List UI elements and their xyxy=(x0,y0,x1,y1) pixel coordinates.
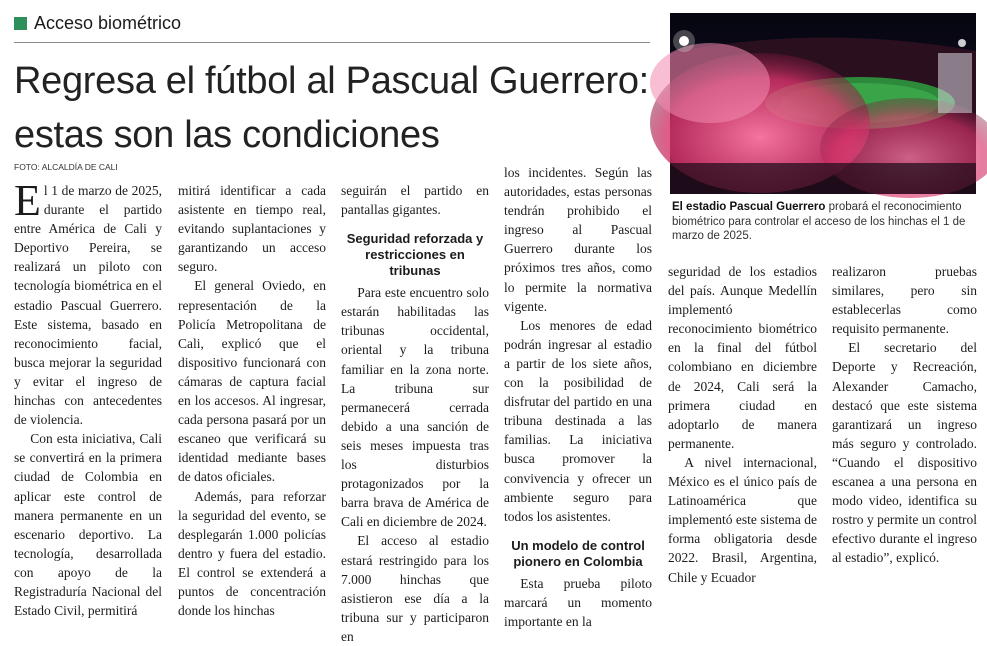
caption-lead: El estadio Pascual Guerrero xyxy=(672,201,826,213)
paragraph: seguirán el partido en pantallas gigantes. xyxy=(341,183,489,218)
article-column-1 xyxy=(14,176,162,619)
paragraph xyxy=(14,176,162,429)
kicker-square-icon xyxy=(14,17,27,30)
drop-cap: E xyxy=(14,176,41,225)
article-column-4 xyxy=(504,163,652,629)
subheading-model: Un modelo de control pionero en Colombia xyxy=(511,537,645,569)
paragraph: A nivel internacional, México es el único país de Latinoamérica que implementó este sistema de forma obligatoria desde 2022. Brasil, Argentina, Chile y Ecuador xyxy=(668,454,817,585)
subheading-security: Seguridad reforzada y restricciones en tribunas xyxy=(346,231,484,279)
photo-caption xyxy=(672,200,978,244)
article-column-3 xyxy=(341,181,489,644)
stadium-photo-icon xyxy=(670,13,976,194)
paragraph: El secretario del Deporte y Recreación, Alexander Camacho, destacó que este sistema garantizará un ingreso más seguro y controlado. “Cuando el dispositivo escanea a una persona en modo video, identifica su rostro y permite un control efectivo durante el ingreso al estadio”, explicó. xyxy=(832,340,977,566)
photo-credit: FOTO: ALCALDÍA DE CALI xyxy=(14,162,118,172)
paragraph: Además, para reforzar la seguridad del evento, se desplegarán 1.000 policías dentro y fuera del estadio. El control se extenderá a puntos de concentración donde los hinchas xyxy=(178,488,326,619)
paragraph: Esta prueba piloto marcará un momento importante en la xyxy=(504,575,652,629)
article-column-5 xyxy=(668,262,817,585)
paragraph: Para este encuentro solo estarán habilitadas las tribunas occidental, oriental y la tribuna familiar en la zona norte. La tribuna sur permanecerá cerrada debido a una sanción de seis meses impuesta tras los disturbios protagonizados por la barra brava de América de Cali en diciembre de 2024. xyxy=(341,285,489,530)
paragraph: Con esta iniciativa, Cali se convertirá en la primera ciudad de Colombia en aplicar este control de manera permanente en un escenario deportivo. La tecnología, desarrollada con apoyo de la Registraduría Nacional del Estado Civil, permitirá xyxy=(14,431,162,619)
kicker-label: Acceso biométrico xyxy=(34,12,182,33)
paragraph: los incidentes. Según las autoridades, estas personas tendrán prohibido el ingreso al Pascual Guerrero durante los próximos tres años, como lo permite la normativa vigente. xyxy=(504,165,652,314)
header-divider xyxy=(14,42,650,43)
article-column-2 xyxy=(178,181,326,619)
paragraph-text: l 1 de marzo de 2025, durante el partido entre América de Cali y Deportivo Pereira, se realizará un piloto con tecnología biométrica en el estadio Pascual Guerrero. Este sistema, basado en reconocimiento facial, busca mejorar la seguridad y evitar el ingreso de hinchas con antecedentes de violencia. xyxy=(14,183,162,428)
caption-text: probará el reconocimiento biométrico para controlar el acceso de los hinchas el 1 de marzo de 2025. xyxy=(672,201,966,242)
paragraph: El general Oviedo, en representación de la Policía Metropolitana de Cali, explicó que el dispositivo funcionará con cámaras de captura facial en los accesos. Al ingresar, cada persona pasará por un escaneo que verificará su identidad mediante bases de datos oficiales. xyxy=(178,278,326,485)
paragraph: Los menores de edad podrán ingresar al estadio a partir de los siete años, con la posibilidad de disfrutar del partido en una tribuna destinada a las familias. La iniciativa busca promover la convivencia y ofrecer un ambiente seguro para todos los asistentes. xyxy=(504,317,652,524)
stadium-photo xyxy=(670,13,976,194)
section-kicker xyxy=(14,10,181,36)
paragraph: El acceso al estadio estará restringido para los 7.000 hinchas que asistieron ese día a la tribuna sur y participaron en xyxy=(341,533,489,644)
paragraph: seguridad de los estadios del país. Aunque Medellín implementó reconocimiento biométrico en la final del fútbol colombiano en diciembre de 2024, Cali será la primera ciudad en adoptarlo de manera permanente. xyxy=(668,264,817,451)
article-headline: Regresa el fútbol al Pascual Guerrero: estas son las condiciones xyxy=(14,60,649,156)
article-column-6 xyxy=(832,262,977,566)
paragraph: mitirá identificar a cada asistente en tiempo real, evitando suplantaciones y garantizando un acceso seguro. xyxy=(178,183,326,275)
paragraph: realizaron pruebas similares, pero sin establecerlas como requisito permanente. xyxy=(832,264,977,337)
